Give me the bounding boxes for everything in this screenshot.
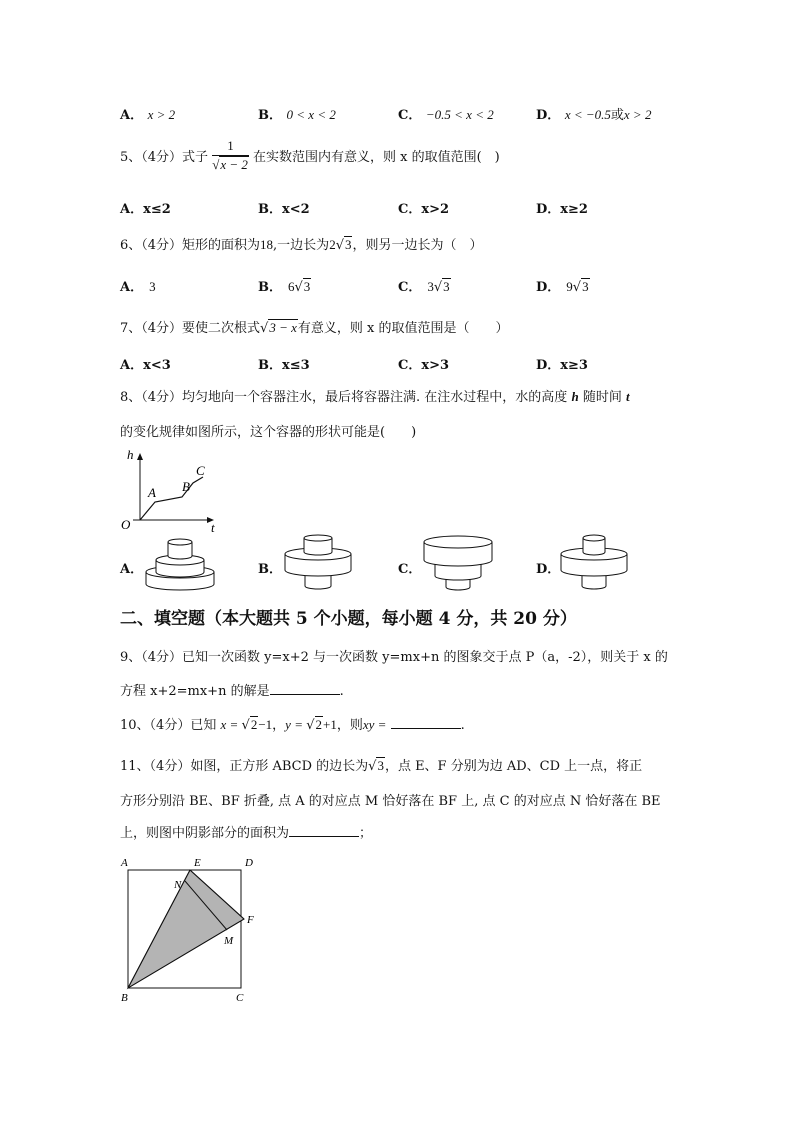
y-equals: y =	[285, 717, 307, 732]
square-fold-figure	[115, 852, 265, 1007]
q4-option-d	[536, 104, 651, 123]
option-radicand: 3	[582, 279, 589, 294]
q4-option-a	[120, 104, 175, 123]
side-radicand: 3	[344, 237, 352, 252]
question-11-line-2: 方形分别沿 BE、BF 折叠, 点 A 的对应点 M 恰好落在 BF 上, 点 C 的对应点 N 恰好落在 BE	[120, 794, 661, 809]
punctuation: .	[339, 684, 344, 699]
option-coef: 3	[427, 279, 434, 294]
punctuation: .	[460, 718, 465, 733]
question-11-line-1: 11、（4分）如图，正方形 ABCD 的边长为√3，点 E、F 分别为边 AD、CD 上一点，将正	[120, 758, 643, 774]
question-text-mid: 随时间	[582, 390, 622, 405]
question-11-line-3	[120, 822, 372, 841]
q5-option-c: C．x>2	[398, 202, 450, 217]
question-text: 5、（4分）式子	[120, 150, 209, 165]
option-joiner: 或	[610, 108, 624, 123]
separator: ，	[272, 718, 286, 733]
q6-option-c: C． 3√3	[398, 279, 450, 295]
option-coef: 9	[566, 279, 573, 294]
option-radicand: 3	[443, 279, 450, 294]
question-text: 8、（4分）均匀地向一个容器注水，最后将容器注满. 在注水过程中，水的高度	[120, 390, 568, 405]
container-b-icon	[280, 532, 356, 594]
question-6: 6、（4分）矩形的面积为18,一边长为2√3，则另一边长为（ ）	[120, 237, 483, 253]
var-h: h	[571, 389, 579, 404]
x-radicand: 2	[250, 717, 258, 732]
side-radicand: 3	[377, 758, 384, 773]
label-a: A	[121, 857, 128, 869]
area-value: 18	[260, 237, 274, 252]
y-tail: +1	[323, 717, 337, 732]
question-text-mid: ,一边长为	[273, 238, 330, 253]
option-label: D．	[536, 280, 561, 295]
label-n: N	[174, 879, 182, 891]
radicand: 3 − x	[269, 320, 297, 335]
question-text: 7、（4分）要使二次根式	[120, 321, 261, 336]
q8-option-d-label: D．	[536, 562, 561, 577]
answer-blank[interactable]	[391, 716, 461, 729]
question-text: 上，则图中阴影部分的面积为	[120, 826, 290, 841]
label-b: B	[121, 992, 128, 1004]
option-text: x > 2	[147, 107, 176, 122]
fraction	[212, 138, 249, 173]
container-d-icon	[556, 532, 632, 594]
option-coef: 6	[288, 279, 295, 294]
answer-blank[interactable]	[289, 824, 359, 837]
question-text-tail: ，则另一边长为（ ）	[352, 238, 483, 253]
option-label: C．	[398, 280, 422, 295]
x-equals: x =	[220, 717, 242, 732]
option-text: x < −0.5	[564, 107, 611, 122]
q4-option-b	[258, 104, 336, 123]
question-8-line-1	[120, 386, 630, 405]
q7-option-d: D．x≥3	[536, 358, 588, 373]
question-text: 11、（4分）如图，正方形 ABCD 的边长为	[120, 759, 369, 774]
point-label-a: A	[148, 485, 156, 500]
question-10: 10、（4分）已知 x = √2−1，y = √2+1，则xy = .	[120, 717, 465, 733]
question-text: 方程 x+2=mx+n 的解是	[120, 684, 270, 699]
q8-option-a-label: A．	[120, 562, 144, 577]
q5-option-b: B．x<2	[258, 202, 310, 217]
question-text: 6、（4分）矩形的面积为	[120, 238, 261, 253]
option-label: D．	[536, 108, 561, 123]
origin-label: O	[121, 517, 131, 532]
label-d: D	[245, 857, 253, 869]
label-m: M	[224, 935, 234, 947]
question-7: 7、（4分）要使二次根式√3 − x有意义，则 x 的取值范围是（ ）	[120, 320, 509, 336]
q8-option-b-label: B．	[258, 562, 282, 577]
point-label-b: B	[182, 479, 190, 494]
question-5	[120, 138, 500, 173]
axis-label-t: t	[211, 520, 215, 535]
question-8-line-2: 的变化规律如图所示，这个容器的形状可能是( )	[120, 425, 417, 440]
label-f: F	[247, 914, 254, 926]
x-tail: −1	[258, 717, 273, 732]
container-a-icon	[142, 532, 218, 594]
q5-option-d: D．x≥2	[536, 202, 588, 217]
q5-option-a: A．x≤2	[120, 202, 171, 217]
option-label: B．	[258, 108, 282, 123]
punctuation: ；	[359, 826, 373, 841]
option-label: A．	[120, 108, 144, 123]
xy-equals: xy =	[362, 717, 387, 732]
q4-option-c	[398, 104, 494, 123]
option-text-2: x > 2	[623, 107, 652, 122]
question-text-tail: 在实数范围内有意义，则 x 的取值范围( )	[253, 150, 500, 165]
question-text: 10、（4分）已知	[120, 718, 217, 733]
q7-option-c: C．x>3	[398, 358, 450, 373]
question-9-line-1: 9、（4分）已知一次函数 y=x+2 与一次函数 y=mx+n 的图象交于点 P（a，-2），则关于 x 的	[120, 650, 668, 665]
q6-option-d: D． 9√3	[536, 279, 589, 295]
q8-option-c-label: C．	[398, 562, 422, 577]
q7-option-a: A．x<3	[120, 358, 171, 373]
option-coef: 3	[149, 279, 156, 294]
q7-option-b: B．x≤3	[258, 358, 310, 373]
radicand: x − 2	[220, 157, 248, 172]
q6-option-a	[120, 276, 156, 295]
fraction-denominator: √x − 2	[212, 157, 248, 172]
point-label-c: C	[196, 463, 205, 478]
var-t: t	[625, 389, 630, 404]
y-axis-arrow	[137, 453, 143, 460]
fraction-numerator: 1	[212, 138, 249, 156]
label-c: C	[236, 992, 244, 1004]
side-coef: 2	[329, 237, 336, 252]
question-9-line-2	[120, 680, 344, 699]
question-text-tail: 有意义，则 x 的取值范围是（ ）	[297, 321, 509, 336]
option-text: −0.5 < x < 2	[425, 107, 494, 122]
container-c-icon	[420, 532, 496, 594]
answer-blank[interactable]	[270, 682, 340, 695]
water-height-graph	[115, 445, 225, 535]
option-text: 0 < x < 2	[286, 107, 336, 122]
axis-label-h: h	[127, 447, 134, 462]
question-text-tail: ，点 E、F 分别为边 AD、CD 上一点，将正	[384, 759, 643, 774]
option-radicand: 3	[303, 279, 311, 294]
section-heading: 二、填空题（本大题共 5 个小题，每小题 4 分，共 20 分）	[120, 609, 577, 629]
option-label: B．	[258, 280, 282, 295]
option-label: C．	[398, 108, 422, 123]
question-text-mid: ，则	[336, 718, 363, 733]
q6-option-b: B． 6√3	[258, 279, 311, 295]
label-e: E	[194, 857, 201, 869]
option-label: A．	[120, 280, 144, 295]
y-radicand: 2	[315, 717, 323, 732]
